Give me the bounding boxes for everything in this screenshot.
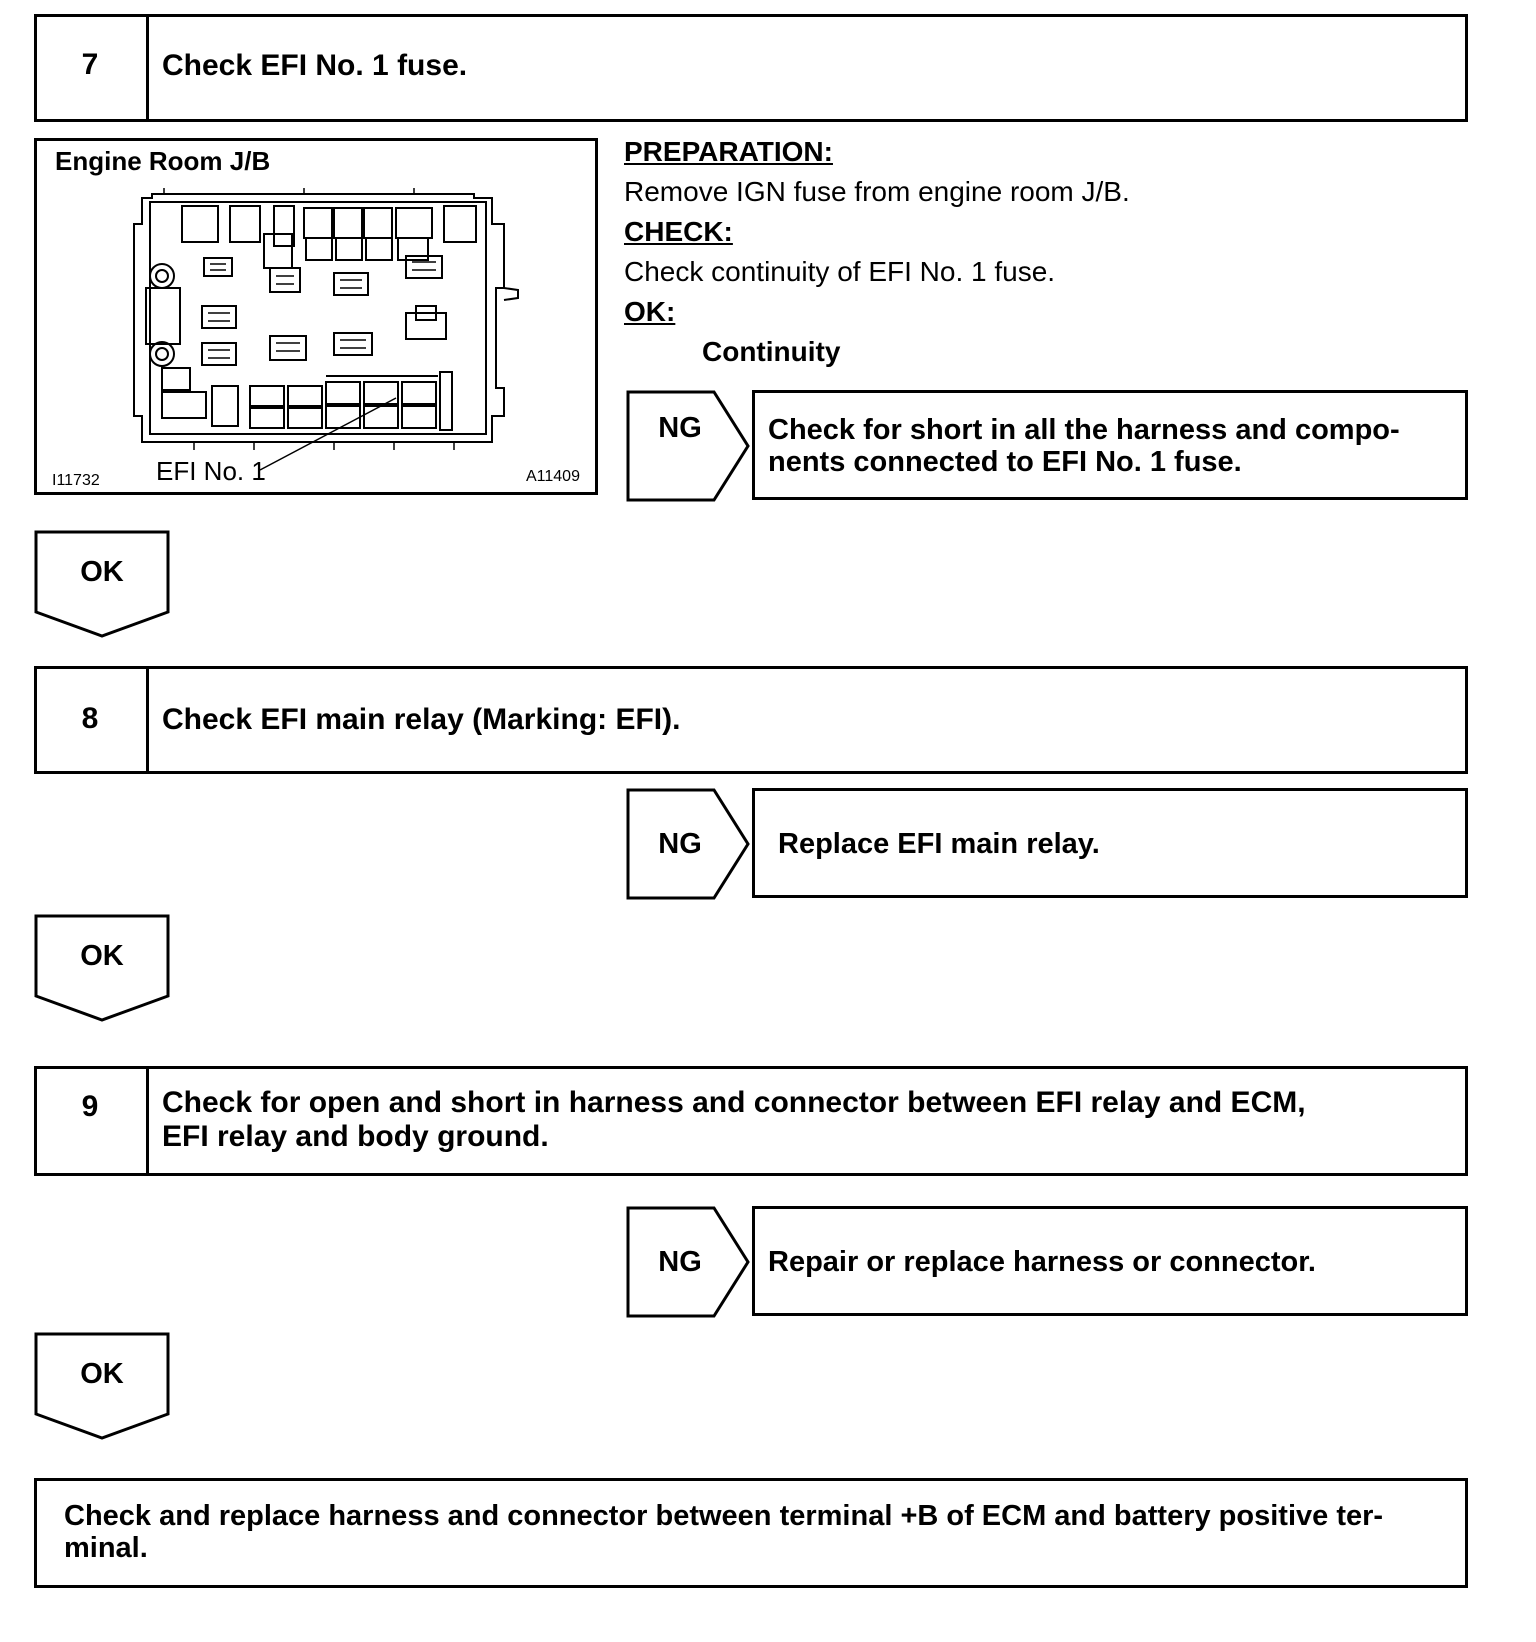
- ok-label-step-9: OK: [80, 1358, 124, 1390]
- ng-result-text-step-8: Replace EFI main relay.: [778, 828, 1100, 860]
- ng-result-line-2: nents connected to EFI No. 1 fuse.: [768, 446, 1242, 478]
- ok-label-step-8: OK: [80, 940, 124, 972]
- junction-block-drawing: [34, 138, 598, 495]
- ng-label-step-7: NG: [658, 412, 702, 444]
- ok-label-step-7: OK: [80, 556, 124, 588]
- ng-label-step-9: NG: [658, 1246, 702, 1278]
- step-8-divider: [146, 666, 149, 774]
- step-9-number: 9: [81, 1090, 99, 1123]
- efi-no1-callout: EFI No. 1: [156, 456, 266, 486]
- preparation-heading: PREPARATION:: [624, 136, 833, 167]
- final-action-line-1: Check and replace harness and connector between terminal +B of ECM and battery positive ter-: [64, 1500, 1384, 1532]
- step-8-title: Check EFI main relay (Marking: EFI).: [162, 703, 681, 736]
- step-9-title-line-1: Check for open and short in harness and connector between EFI relay and ECM,: [162, 1086, 1306, 1119]
- ok-heading: OK:: [624, 296, 676, 327]
- step-9-title-line-2: EFI relay and body ground.: [162, 1120, 549, 1153]
- diagram-ref-left: I11732: [52, 472, 100, 489]
- diagram-ref-right: A11409: [526, 468, 580, 485]
- step-8-number: 8: [81, 702, 99, 735]
- ok-criterion: Continuity: [702, 336, 841, 367]
- ng-result-text-step-7: [768, 414, 1400, 478]
- preparation-text: Remove IGN fuse from engine room J/B.: [624, 176, 1130, 207]
- step-9-divider: [146, 1066, 149, 1176]
- final-action-text: [64, 1500, 1383, 1564]
- step-9-title: [162, 1086, 1306, 1154]
- check-heading: CHECK:: [624, 216, 733, 247]
- step-7-instructions: [624, 132, 1130, 372]
- ng-result-line-1: Check for short in all the harness and compo-: [768, 414, 1400, 446]
- ng-result-text-step-9: Repair or replace harness or connector.: [768, 1246, 1316, 1278]
- final-action-line-2: minal.: [64, 1532, 148, 1564]
- ng-label-step-8: NG: [658, 828, 702, 860]
- step-7-title: Check EFI No. 1 fuse.: [162, 49, 468, 82]
- ng-arrow-step-7: [626, 390, 754, 502]
- check-text: Check continuity of EFI No. 1 fuse.: [624, 256, 1056, 287]
- step-7-divider: [146, 14, 149, 122]
- step-7-number: 7: [81, 48, 99, 81]
- diagram-title: Engine Room J/B: [55, 146, 271, 176]
